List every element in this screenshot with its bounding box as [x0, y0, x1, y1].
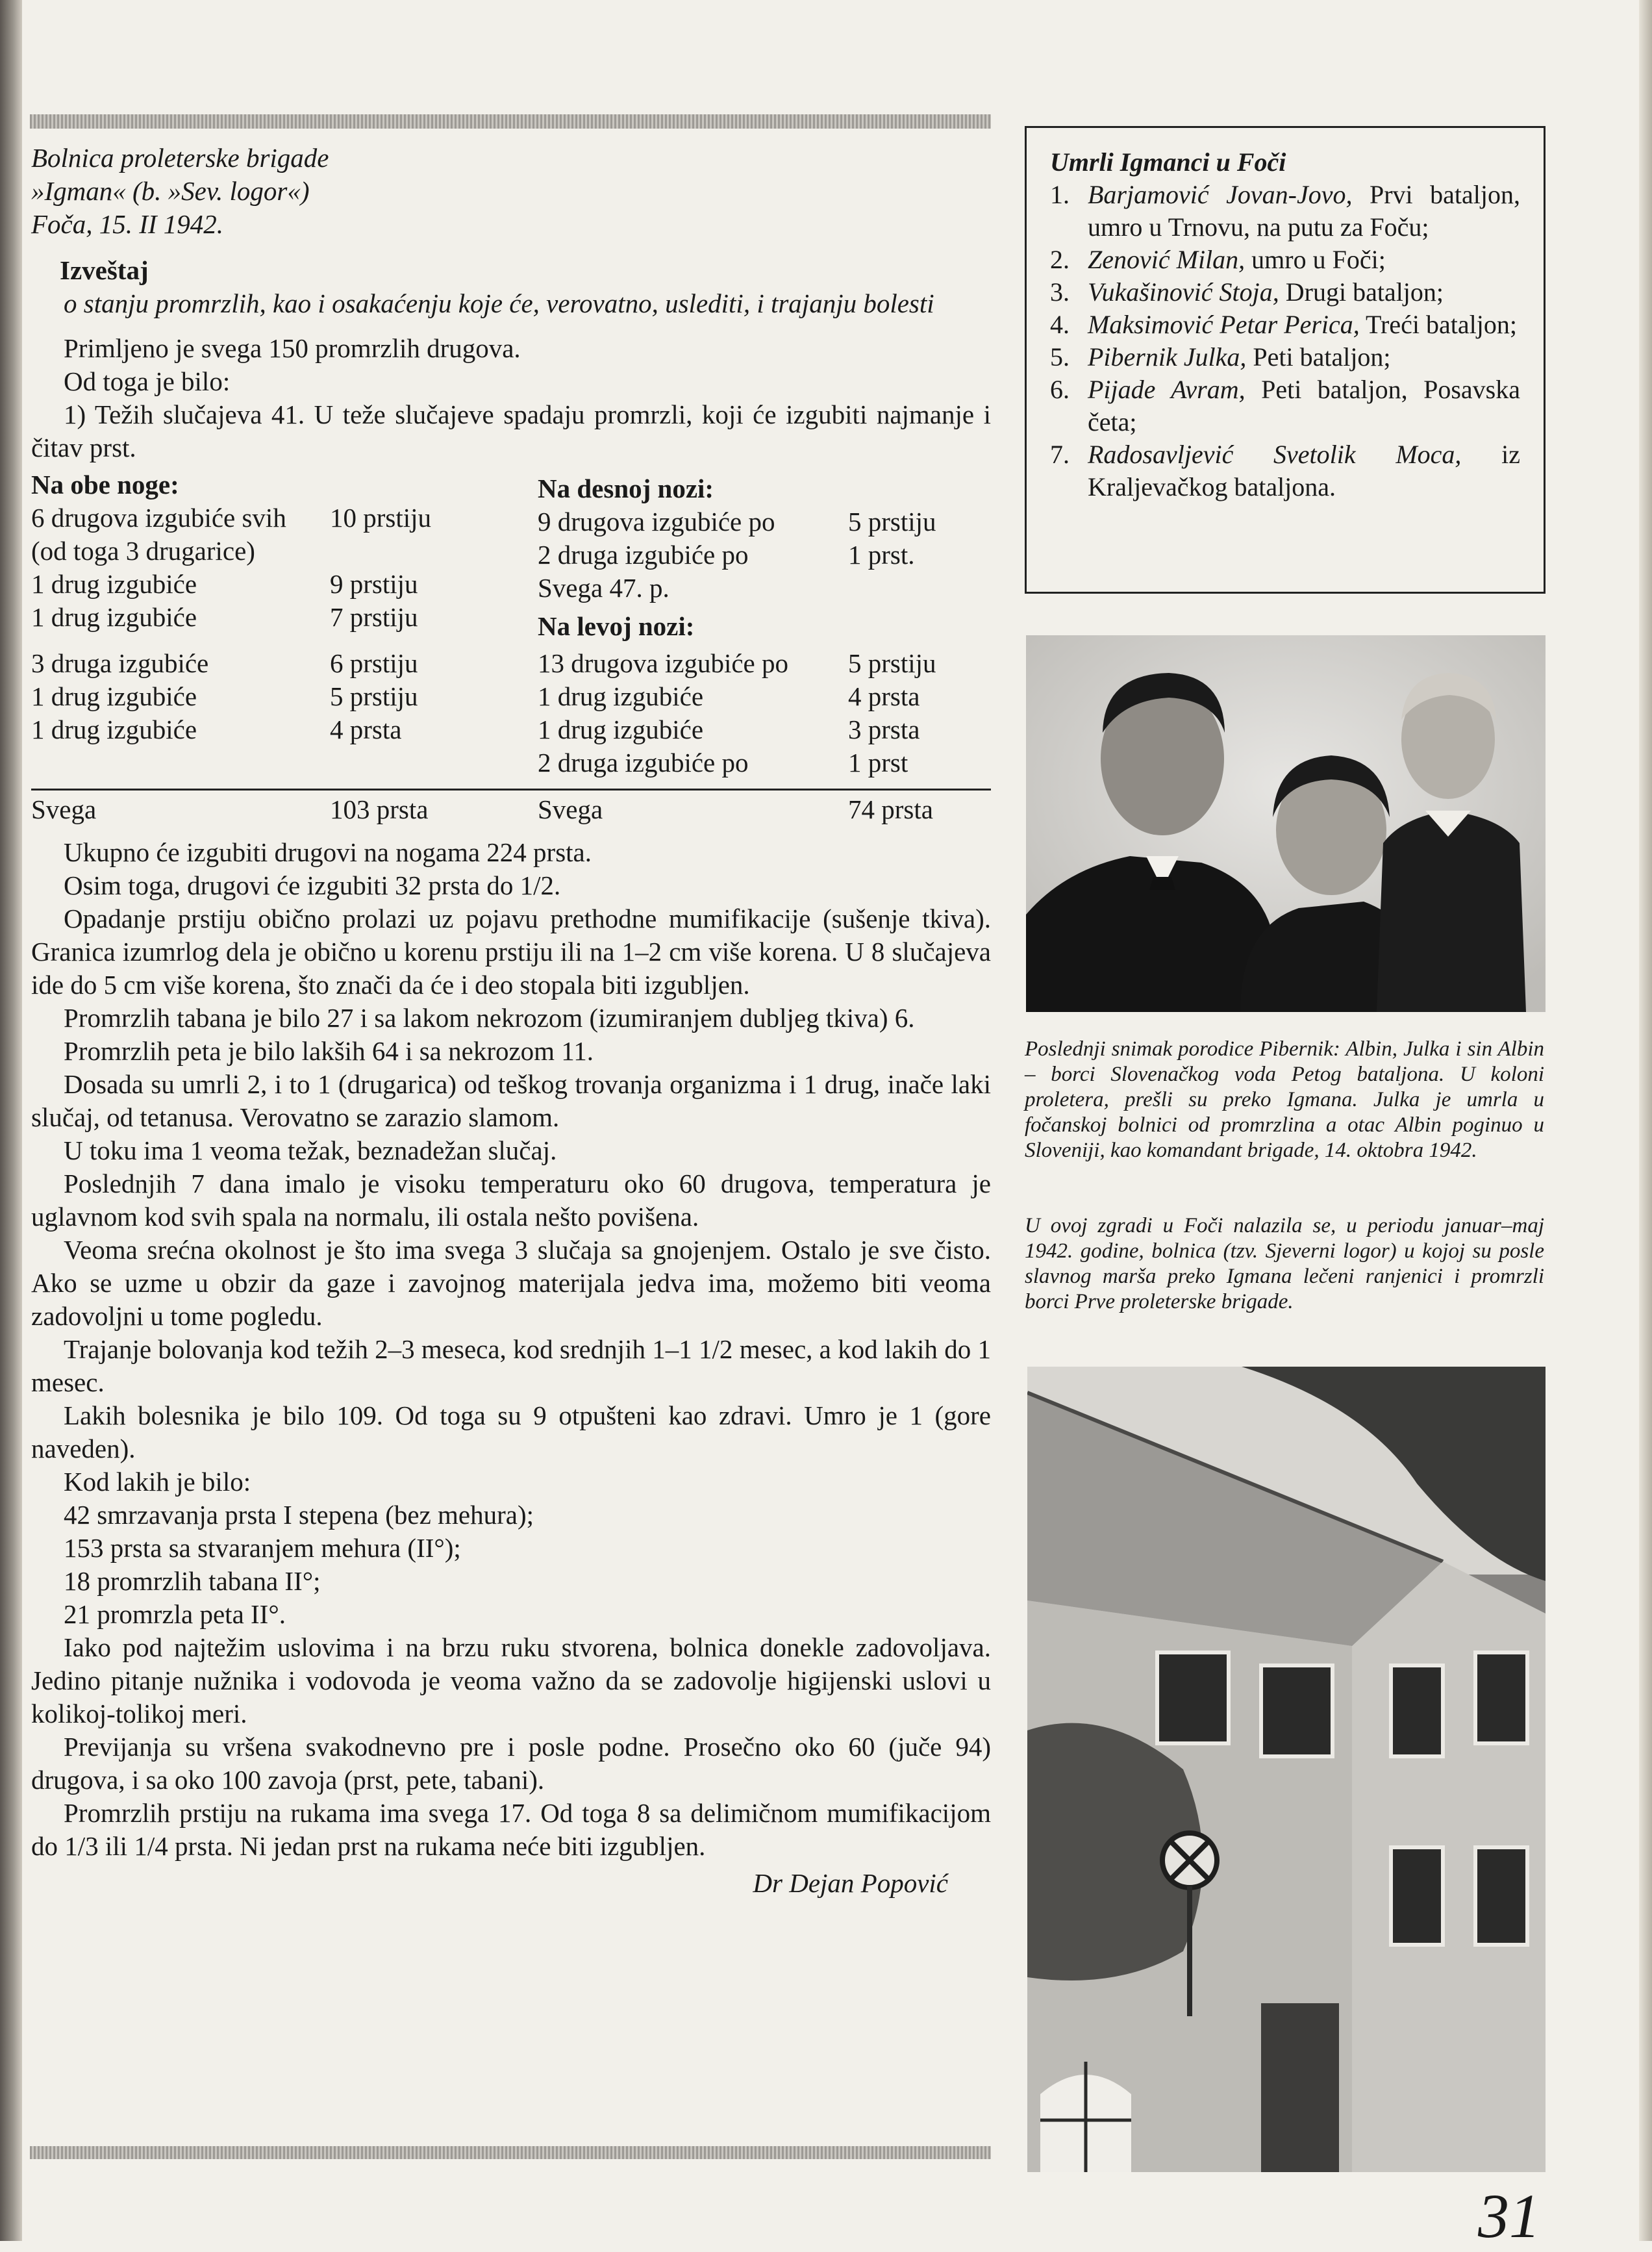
person-detail: Treći bataljon; [1359, 310, 1517, 339]
list-number: 6. [1050, 375, 1070, 404]
deceased-list [1050, 179, 1520, 503]
table-cell: 1 drug izgubiće [538, 681, 704, 711]
list-number: 1. [1050, 180, 1070, 209]
body-paragraph: Lakih bolesnika je bilo 109. Od toga su 9 otpušteni kao zdravi. Umro je 1 (gore naveden). [31, 1400, 991, 1463]
report-subtitle: o stanju promrzlih, kao i osakaćenju koje će, verovatno, uslediti, i trajanju bolesti [64, 288, 934, 318]
table-cell: 7 prstiju [330, 602, 418, 632]
list-number: 3. [1050, 277, 1070, 307]
top-decorative-rule [30, 114, 991, 129]
person-detail: umro u Foči; [1245, 245, 1386, 274]
table-total-rule [31, 789, 991, 791]
body-paragraph: Veoma srećna okolnost je što ima svega 3 slučaja sa gnojenjem. Ostalo je sve čisto. Ako se uzme u obzir da gaze i zavojnog materijala jedva ima, možemo biti veoma zadovoljni u tome pogledu. [31, 1235, 991, 1331]
table-cell: 9 drugova izgubiće po [538, 507, 775, 537]
list-item [1050, 309, 1520, 341]
table-left-total-value: 103 prsta [330, 794, 429, 824]
list-item [1050, 276, 1520, 309]
table-cell: 1 drug izgubiće [538, 715, 704, 744]
person-detail: Peti bataljon, Posavska četa; [1088, 375, 1520, 436]
person-detail: Peti bataljon; [1246, 342, 1391, 372]
table-left-total-label: Svega [31, 794, 97, 824]
body-paragraph: U toku ima 1 veoma težak, beznadežan slučaj. [64, 1135, 557, 1165]
header-line-3: Foča, 15. II 1942. [31, 209, 224, 239]
table-right-total-label: Svega [538, 794, 603, 824]
table-cell: 2 druga izgubiće po [538, 540, 749, 570]
list-item [1050, 341, 1520, 373]
family-photo [1026, 635, 1546, 1012]
table-cell: 10 prstiju [330, 503, 432, 533]
table-left-heading: Na obe noge: [31, 470, 179, 500]
person-name: Pibernik Julka, [1088, 342, 1247, 372]
body-paragraph: 153 prsta sa stvaranjem mehura (II°); [64, 1533, 461, 1563]
table-cell: 5 prstiju [848, 648, 936, 678]
person-name: Pijade Avram, [1088, 375, 1245, 404]
list-number: 5. [1050, 342, 1070, 372]
list-item [1050, 244, 1520, 276]
person-name: Barjamović Jovan-Jovo, [1088, 180, 1353, 209]
report-body [31, 836, 991, 1863]
header-line-2: »Igman« (b. »Sev. logor«) [31, 176, 310, 206]
header-line-1: Bolnica proleterske brigade [31, 143, 329, 173]
hospital-building-photo [1027, 1367, 1546, 2172]
report-title: Izveštaj [60, 255, 149, 285]
body-paragraph: Opadanje prstiju obično prolazi uz pojavu prethodne mumifikacije (sušenje tkiva). Granica izumrlog dela je obično u korenu prstiju ili na 1–2 cm više korena. U 8 slučajeva ide do 5 cm više korena, što znači da će i deo stopala biti izgubljen. [31, 904, 991, 1000]
bottom-decorative-rule [30, 2146, 991, 2159]
intro-line: Od toga je bilo: [64, 366, 231, 396]
body-paragraph: Poslednjih 7 dana imalo je visoku temperaturu oko 60 drugova, temperatura je uglavnom kod svih spala na normalu, ili ostala nešto povišena. [31, 1169, 991, 1232]
list-number: 7. [1050, 440, 1070, 469]
body-paragraph: Osim toga, drugovi će izgubiti 32 prsta do 1/2. [64, 870, 561, 900]
list-item [1050, 373, 1520, 438]
main-column [31, 142, 991, 1900]
table-cell: 4 prsta [848, 681, 920, 711]
body-paragraph: Kod lakih je bilo: [64, 1467, 251, 1497]
intro-line: Primljeno je svega 150 promrzlih drugova. [64, 333, 521, 363]
deceased-list-box [1025, 126, 1546, 594]
list-item [1050, 179, 1520, 244]
table-cell: 4 prsta [330, 715, 402, 744]
table-cell: 1 prst. [848, 540, 915, 570]
signature: Dr Dejan Popović [753, 1868, 948, 1898]
person-detail: iz Kraljevačkog bataljona. [1088, 440, 1521, 501]
report-heading [31, 254, 991, 320]
table-cell: 1 drug izgubiće [31, 681, 197, 711]
body-paragraph: Dosada su umrli 2, i to 1 (drugarica) od teškog trovanja organizma i 1 drug, inače laki slučaj, od tetanusa. Verovatno se zarazio slamom. [31, 1069, 991, 1132]
document-header [31, 142, 991, 241]
body-paragraph: Promrzlih tabana je bilo 27 i sa lakom nekrozom (izumiranjem dubljeg tkiva) 6. [64, 1003, 915, 1033]
list-item [1050, 438, 1520, 503]
page-edge-shadow [0, 0, 22, 2241]
table-cell: 13 drugova izgubiće po [538, 648, 788, 678]
table-right-total-value: 74 prsta [848, 794, 933, 824]
body-paragraph: 21 promrzla peta II°. [64, 1599, 286, 1629]
body-paragraph: 18 promrzlih tabana II°; [64, 1566, 321, 1596]
person-name: Radosavljević Svetolik Moca, [1088, 440, 1462, 469]
body-paragraph: Ukupno će izgubiti drugovi na nogama 224 prsta. [64, 837, 592, 867]
table-cell: 1 drug izgubiće [31, 602, 197, 632]
body-paragraph: Trajanje bolovanja kod težih 2–3 meseca, kod srednjih 1–1 1/2 mesec, a kod lakih do 1 mesec. [31, 1334, 991, 1397]
person-name: Vukašinović Stoja, [1088, 277, 1279, 307]
table-cell: 5 prstiju [848, 507, 936, 537]
intro [31, 332, 991, 464]
body-paragraph: 42 smrzavanja prsta I stepena (bez mehura); [64, 1500, 534, 1530]
table-cell: 3 prsta [848, 715, 920, 744]
table-cell: 3 druga izgubiće [31, 648, 209, 678]
person-name: Maksimović Petar Perica, [1088, 310, 1360, 339]
person-name: Zenović Milan, [1088, 245, 1245, 274]
body-paragraph: Iako pod najtežim uslovima i na brzu ruku stvorena, bolnica donekle zadovoljava. Jedino pitanje nužnika i vodovoda je veoma važno da se zadovolje higijenski uslovi u kolikoj-tolikoj meri. [31, 1632, 991, 1728]
person-detail: Prvi bataljon, umro u Trnovu, na putu za Foču; [1088, 180, 1520, 242]
family-photo-caption: Poslednji snimak porodice Pibernik: Albin, Julka i sin Albin – borci Slovenačkog voda Petog bataljona. U koloni proletera, prešli su preko Igmana. Julka je umrla u fočanskoj bolnici od promrzlina a otac Albin poginuo u Sloveniji, kao komandant brigade, 14. oktobra 1942. [1025, 1037, 1544, 1162]
page-number: 31 [1478, 2181, 1540, 2251]
body-paragraph: Promrzlih peta je bilo lakših 64 i sa nekrozom 11. [64, 1036, 594, 1066]
table-right-heading-1: Na desnoj nozi: [538, 474, 714, 503]
table-cell: 1 drug izgubiće [31, 569, 197, 599]
deceased-list-title: Umrli Igmanci u Foči [1050, 147, 1286, 177]
table-cell: 6 prstiju [330, 648, 418, 678]
amputation-table [31, 468, 991, 824]
table-cell: 2 druga izgubiće po [538, 748, 749, 778]
body-paragraph: Previjanja su vršena svakodnevno pre i posle podne. Prosečno oko 60 (juče 94) drugova, i sa oko 100 zavoja (prst, pete, tabani). [31, 1732, 991, 1795]
building-photo-caption: U ovoj zgradi u Foči nalazila se, u periodu januar–maj 1942. godine, bolnica (tzv. Sjeverni logor) u kojoj su posle slavnog marša preko Igmana lečeni ranjenici i promrzli borci Prve proleterske brigade. [1025, 1214, 1544, 1313]
table-cell: 9 prstiju [330, 569, 418, 599]
list-number: 2. [1050, 245, 1070, 274]
table-cell: (od toga 3 drugarice) [31, 536, 255, 566]
table-cell: 1 drug izgubiće [31, 715, 197, 744]
table-cell: 6 drugova izgubiće svih [31, 503, 286, 533]
table-cell: 5 prstiju [330, 681, 418, 711]
list-number: 4. [1050, 310, 1070, 339]
intro-line: 1) Težih slučajeva 41. U teže slučajeve spadaju promrzli, koji će izgubiti najmanje i čitav prst. [31, 399, 991, 462]
family-photo-image [1026, 635, 1546, 1012]
body-paragraph: Promrzlih prstiju na rukama ima svega 17. Od toga 8 sa delimičnom mumifikacijom do 1/3 ili 1/4 prsta. Ni jedan prst na rukama neće biti izgubljen. [31, 1798, 991, 1861]
table-right-heading-2: Na levoj nozi: [538, 611, 695, 641]
table-cell: 1 prst [848, 748, 908, 778]
hospital-building-image [1027, 1367, 1546, 2172]
table-subtotal: Svega 47. p. [538, 573, 670, 603]
person-detail: Drugi bataljon; [1279, 277, 1444, 307]
page-edge-right [1639, 0, 1652, 2241]
